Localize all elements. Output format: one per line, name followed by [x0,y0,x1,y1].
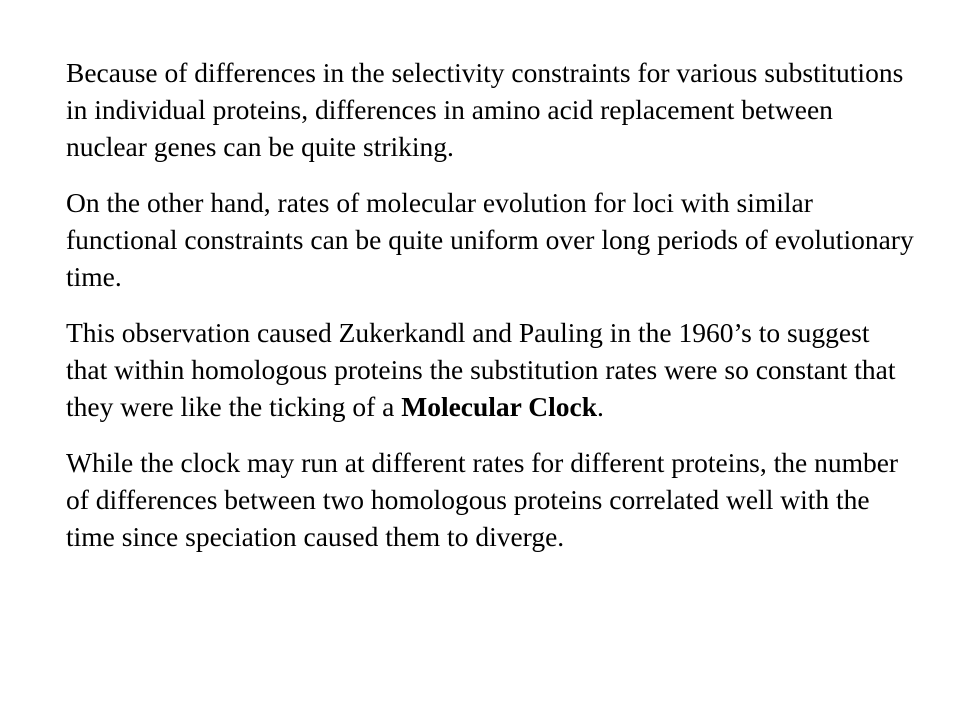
paragraph-clock-rates: While the clock may run at different rates for different proteins, the number of differences between two homologous proteins correlated well with the time since speciation caused them to diverge. [66,447,899,552]
slide-body [66,54,916,555]
paragraph-molecular-clock [66,314,916,425]
paragraph-selectivity: Because of differences in the selectivity constraints for various substitutions in individual proteins, differences in amino acid replacement between nuclear genes can be quite striking. [66,57,904,162]
molecular-clock-period: . [597,391,604,422]
paragraph-uniform-rates: On the other hand, rates of molecular evolution for loci with similar functional constraints can be quite uniform over long periods of evolutionary time. [66,187,914,292]
molecular-clock-term: Molecular Clock [401,391,598,422]
molecular-clock-intro-text: This observation caused Zukerkandl and Pauling in the 1960’s to suggest that within homologous proteins the substitution rates were so constant that they were like the ticking of a [66,317,896,422]
